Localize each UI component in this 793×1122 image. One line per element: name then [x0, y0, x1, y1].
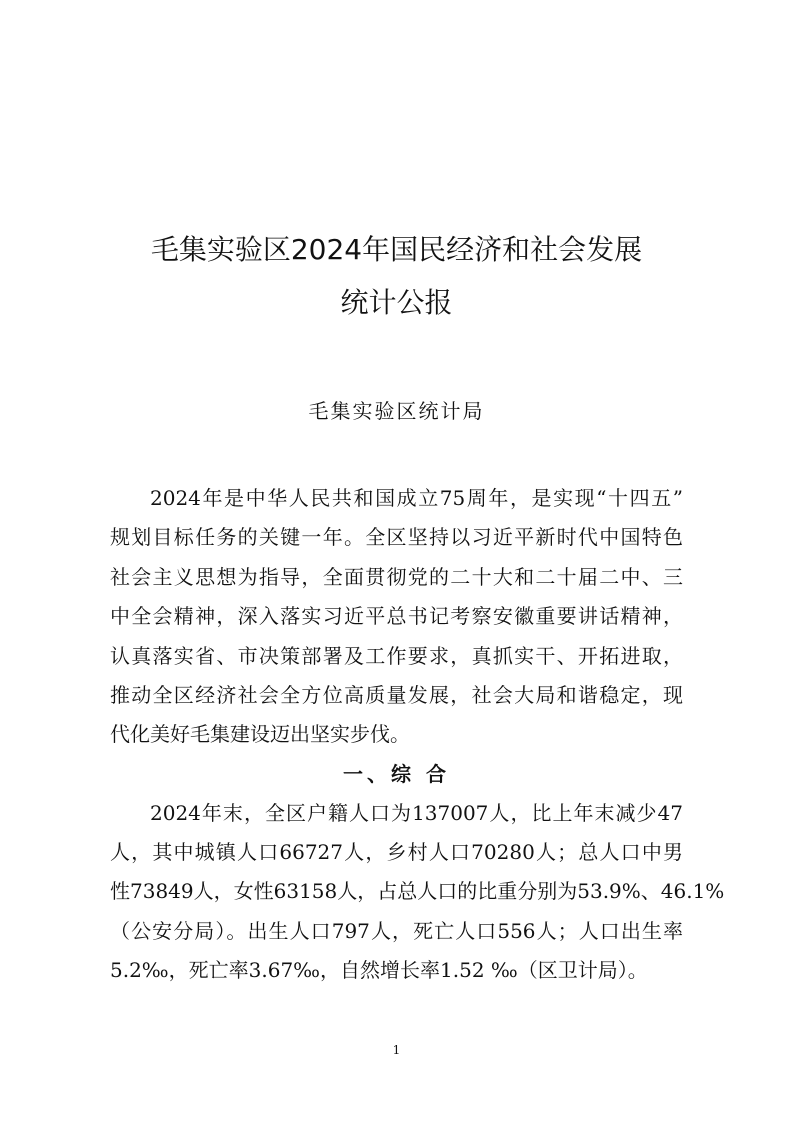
- document-title-line-1: 毛集实验区2024年国民经济和社会发展: [150, 233, 643, 266]
- paragraph-line: 2024年末，全区户籍人口为137007人，比上年末减少47: [150, 801, 683, 825]
- document-author: 毛集实验区统计局: [308, 399, 485, 423]
- paragraph-line: 推动全区经济社会全方位高质量发展，社会大局和谐稳定，现: [110, 683, 683, 707]
- paragraph-line: 5.2‰，死亡率3.67‰，自然增长率1.52 ‰（区卫计局）。: [110, 958, 648, 982]
- paragraph-line: 性73849人，女性63158人，占总人口的比重分别为53.9%、46.1%: [110, 879, 725, 903]
- paragraph-line: 人，其中城镇人口66727人，乡村人口70280人；总人口中男: [110, 840, 683, 864]
- document-title-line-2: 统计公报: [340, 286, 453, 319]
- paragraph-line: 规划目标任务的关键一年。全区坚持以习近平新时代中国特色: [110, 525, 683, 549]
- paragraph-line: （公安分局）。出生人口797人，死亡人口556人；人口出生率: [110, 919, 683, 943]
- paragraph-line: 认真落实省、市决策部署及工作要求，真抓实干、开拓进取，: [110, 644, 683, 668]
- paragraph-line: 2024年是中华人民共和国成立75周年，是实现“十四五”: [150, 486, 683, 510]
- paragraph-line: 中全会精神，深入落实习近平总书记考察安徽重要讲话精神，: [110, 604, 683, 628]
- page-number: 1: [392, 1043, 401, 1057]
- paragraph-line: 社会主义思想为指导，全面贯彻党的二十大和二十届二中、三: [110, 565, 683, 589]
- paragraph-line: 代化美好毛集建设迈出坚实步伐。: [110, 722, 410, 746]
- section-heading: 一、综 合: [343, 762, 450, 786]
